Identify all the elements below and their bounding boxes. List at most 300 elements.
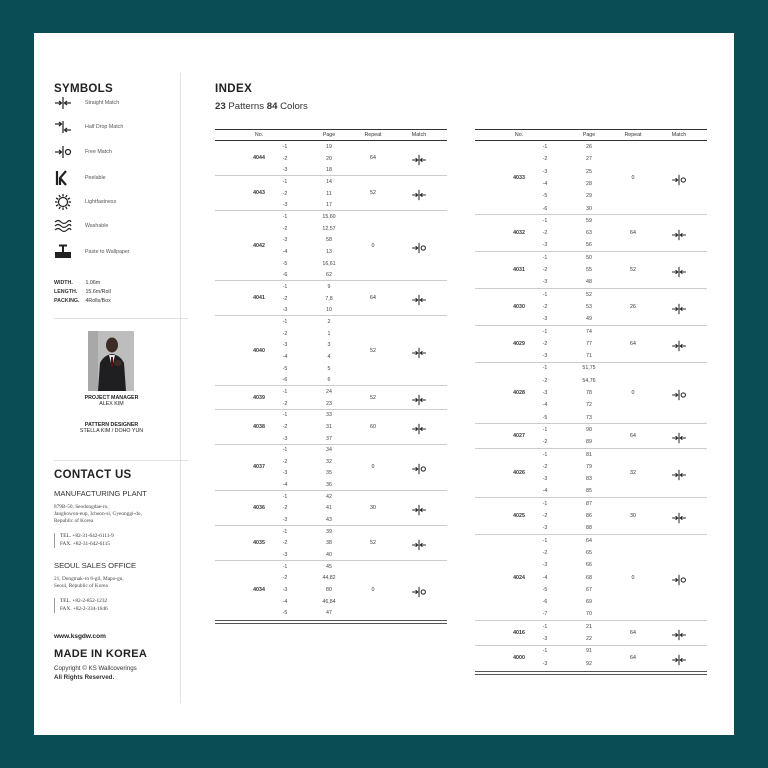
catalog-page	[34, 33, 734, 735]
color-suffix: -3	[282, 435, 288, 442]
repeat-value: 0	[371, 242, 375, 249]
page-number: 16,61	[322, 260, 336, 267]
color-suffix: -1	[282, 563, 288, 570]
page-number: 81	[586, 451, 592, 458]
table-row	[475, 375, 707, 387]
page-number: 56	[586, 242, 592, 249]
page-number: 46,84	[322, 598, 336, 605]
table-row	[475, 547, 707, 559]
straight-match-icon	[671, 265, 687, 275]
color-suffix: -1	[282, 528, 288, 535]
color-suffix: -3	[542, 390, 548, 396]
color-suffix: -3	[282, 552, 288, 559]
pattern-number: 4037	[253, 464, 265, 471]
color-suffix: -1	[282, 318, 288, 325]
office-tel[interactable]: TEL. +82-2-852-1232	[60, 598, 108, 604]
divider	[54, 318, 188, 319]
page-number: 40	[326, 552, 332, 559]
color-suffix: -6	[282, 377, 288, 384]
table-row	[475, 498, 707, 510]
color-suffix: -3	[542, 636, 548, 642]
straight-match-icon	[671, 628, 687, 638]
color-suffix: -1	[542, 451, 548, 458]
straight-match-icon	[411, 346, 427, 356]
repeat-value: 52	[370, 394, 376, 401]
spec-key: WIDTH.	[54, 280, 73, 286]
color-suffix: -1	[282, 213, 288, 220]
contact-title: CONTACT US	[54, 469, 132, 481]
spec-key: PACKING.	[54, 298, 80, 304]
page-number: 1	[327, 330, 331, 337]
colors-label: Colors	[277, 101, 308, 112]
color-suffix: -4	[282, 482, 288, 489]
pattern-number: 4044	[253, 155, 265, 162]
color-suffix: -6	[542, 599, 548, 606]
color-suffix: -1	[542, 328, 548, 335]
office-title: SEOUL SALES OFFICE	[54, 561, 137, 570]
page-number: 34	[326, 447, 332, 454]
table-row	[475, 559, 707, 571]
page-number: 2	[327, 318, 331, 325]
project-manager	[54, 395, 169, 408]
color-suffix: -2	[282, 400, 288, 407]
color-suffix: -1	[542, 365, 548, 372]
symbol-label: Washable	[85, 223, 109, 229]
pattern-number: 4026	[513, 470, 525, 477]
page-number: 17	[326, 202, 332, 209]
color-suffix: -6	[542, 205, 548, 212]
table-row	[215, 363, 447, 375]
rights: All Rights Reserved.	[54, 674, 115, 681]
page-number: 22	[586, 636, 592, 642]
peelable-icon	[54, 170, 76, 186]
symbol-row	[54, 95, 194, 111]
symbol-label: Peelable	[85, 175, 106, 181]
page-number: 39	[326, 528, 332, 535]
page-number: 86	[586, 513, 592, 519]
spec-value: 15.6m/Roll	[84, 289, 111, 295]
table-row	[475, 485, 707, 497]
color-suffix: -2	[282, 540, 288, 547]
color-suffix: -2	[282, 505, 288, 512]
page-number: 36	[326, 482, 332, 489]
page-number: 72	[586, 402, 592, 409]
color-suffix: -5	[282, 365, 288, 372]
sidebar	[54, 33, 194, 735]
page-number: 4	[327, 353, 331, 360]
table-row	[215, 281, 447, 293]
table-row	[475, 326, 707, 338]
page-number: 54,76	[582, 377, 596, 384]
page-number: 73	[586, 414, 592, 421]
page-number: 92	[586, 660, 592, 667]
color-suffix: -2	[282, 190, 288, 197]
color-suffix: -3	[282, 307, 288, 314]
page-number: 48	[586, 279, 592, 286]
header-repeat: Repeat	[364, 132, 382, 138]
color-suffix: -1	[282, 412, 288, 419]
repeat-value: 0	[371, 586, 375, 593]
spec-row	[54, 280, 100, 286]
plant-fax: FAX. +82-31-642-6115	[60, 540, 111, 547]
symbol-label: Lightfastness	[85, 199, 117, 205]
half-drop-match-icon	[54, 119, 76, 135]
pattern-number: 4033	[513, 174, 525, 181]
color-suffix: -1	[282, 493, 288, 500]
color-suffix: -1	[282, 447, 288, 454]
page-number: 10	[326, 307, 332, 314]
symbol-label: Straight Match	[85, 100, 120, 106]
table-row	[475, 535, 707, 547]
table-footer-rule	[475, 671, 707, 675]
table-row	[215, 328, 447, 340]
page-number: 83	[586, 476, 592, 483]
pattern-number: 4027	[513, 433, 525, 440]
pattern-number: 4031	[513, 267, 525, 274]
repeat-value: 64	[630, 654, 636, 661]
table-row	[215, 258, 447, 270]
table-row	[475, 190, 707, 202]
color-suffix: -2	[542, 340, 548, 347]
color-suffix: -2	[282, 330, 288, 337]
repeat-value: 52	[370, 190, 376, 197]
symbol-label: Free Match	[85, 149, 112, 155]
page-number: 28	[586, 180, 592, 187]
color-suffix: -3	[542, 242, 548, 249]
pattern-number: 4042	[253, 242, 265, 249]
repeat-value: 0	[631, 174, 635, 181]
page-number: 33	[326, 412, 332, 419]
header-repeat: Repeat	[624, 132, 642, 138]
plant-title: MANUFACTURING PLANT	[54, 489, 147, 498]
office-fax: FAX. +82-2-334-1646	[60, 605, 108, 612]
table-footer-rule	[215, 620, 447, 624]
color-suffix: -1	[542, 623, 548, 630]
straight-match-icon	[411, 503, 427, 513]
color-suffix: -2	[282, 155, 288, 162]
color-suffix: -4	[282, 248, 288, 255]
divider	[54, 460, 188, 461]
paste-to-wallpaper-icon	[54, 244, 76, 260]
table-row	[475, 362, 707, 374]
office-contact	[54, 598, 108, 613]
repeat-value: 64	[630, 230, 636, 237]
color-suffix: -1	[542, 537, 548, 544]
pattern-number: 4032	[513, 230, 525, 237]
page-number: 25	[586, 168, 592, 175]
repeat-value: 64	[370, 155, 376, 162]
page-number: 71	[586, 353, 592, 360]
table-row	[475, 252, 707, 264]
pattern-number: 4028	[513, 390, 525, 397]
spec-key: LENGTH.	[54, 289, 78, 295]
project-manager-name: ALEX KIM	[99, 401, 124, 408]
spec-value: 1.06m	[84, 280, 101, 286]
plant-contact	[54, 533, 114, 548]
color-suffix: -3	[282, 202, 288, 209]
color-suffix: -1	[542, 648, 548, 655]
color-suffix: -4	[542, 180, 548, 187]
made-in-korea: MADE IN KOREA	[54, 648, 148, 660]
page-number: 53	[586, 303, 592, 310]
pattern-number: 4039	[253, 394, 265, 401]
website-link[interactable]: www.ksgdw.com	[54, 633, 106, 640]
page-number: 30	[586, 205, 592, 212]
pattern-number: 4035	[253, 540, 265, 547]
straight-match-icon	[671, 431, 687, 441]
pattern-number: 4038	[253, 423, 265, 430]
free-match-icon	[411, 462, 427, 472]
straight-match-icon	[411, 422, 427, 432]
header-page: Page	[582, 132, 596, 138]
color-suffix: -2	[542, 549, 548, 556]
page-number: 43	[326, 517, 332, 524]
repeat-value: 30	[370, 505, 376, 512]
color-suffix: -1	[542, 144, 548, 150]
page-number: 37	[326, 435, 332, 442]
spec-row	[54, 298, 111, 304]
page-number: 23	[326, 400, 332, 407]
color-suffix: -4	[542, 488, 548, 495]
page-number: 52	[586, 291, 592, 298]
color-suffix: -3	[282, 517, 288, 524]
page-number: 77	[586, 340, 592, 347]
spec-row	[54, 289, 111, 295]
symbol-row	[54, 170, 194, 186]
straight-match-icon	[671, 653, 687, 663]
page-number: 59	[586, 217, 592, 224]
page-number: 91	[586, 648, 592, 655]
page-number: 41	[326, 505, 332, 512]
straight-match-icon	[54, 95, 76, 111]
page-number: 45	[326, 563, 332, 570]
page-number: 13	[326, 248, 332, 255]
pattern-designer-name: STELLA KIM / DOHO YUN	[79, 428, 144, 435]
table-row	[215, 176, 447, 188]
page-number: 62	[326, 272, 332, 279]
pattern-number: 4030	[513, 304, 525, 311]
color-suffix: -3	[542, 562, 548, 569]
page-number: 35	[326, 470, 332, 477]
color-suffix: -1	[282, 144, 288, 150]
manager-photo	[88, 331, 134, 391]
page-number: 85	[586, 488, 592, 495]
table-row	[475, 153, 707, 165]
spec-value: 4Rolls/Box	[84, 298, 111, 304]
color-suffix: -1	[542, 254, 548, 261]
page-number: 47	[326, 610, 332, 617]
color-suffix: -1	[542, 217, 548, 224]
color-suffix: -2	[542, 377, 548, 384]
page-number: 66	[586, 562, 592, 569]
color-suffix: -3	[542, 316, 548, 323]
repeat-value: 60	[370, 423, 376, 430]
washable-icon	[54, 218, 76, 234]
table-row	[215, 444, 447, 456]
color-suffix: -4	[282, 598, 288, 605]
table-row	[215, 526, 447, 538]
page-number: 58	[326, 237, 332, 244]
free-match-icon	[671, 573, 687, 583]
color-suffix: -1	[542, 426, 548, 433]
repeat-value: 64	[630, 340, 636, 347]
page-number: 55	[586, 267, 592, 273]
page-number: 6	[327, 377, 331, 384]
page-number: 87	[586, 500, 592, 507]
page-number: 11	[326, 190, 332, 197]
index-summary	[215, 101, 308, 112]
color-suffix: -2	[542, 267, 548, 273]
color-suffix: -2	[282, 458, 288, 465]
table-header	[475, 129, 707, 141]
color-suffix: -2	[282, 225, 288, 232]
pattern-designer	[54, 422, 169, 435]
straight-match-icon	[671, 468, 687, 478]
color-suffix: -1	[282, 178, 288, 185]
straight-match-icon	[411, 293, 427, 303]
table-header	[215, 129, 447, 141]
repeat-value: 64	[630, 630, 636, 636]
page-number: 50	[586, 254, 592, 261]
page-number: 5	[327, 365, 331, 372]
table-row	[215, 316, 447, 328]
page-number: 12,57	[322, 225, 336, 232]
page-number: 24	[326, 388, 332, 395]
table-row	[215, 211, 447, 223]
page-number: 29	[586, 193, 592, 200]
color-suffix: -3	[542, 525, 548, 532]
repeat-value: 26	[630, 304, 636, 311]
straight-match-icon	[671, 228, 687, 238]
repeat-value: 30	[630, 513, 636, 520]
plant-address-line: Janghowon-eup, Icheon-si, Gyeonggi-do,	[54, 511, 142, 517]
pattern-number: 4040	[253, 347, 265, 354]
page-number: 42	[326, 493, 332, 500]
color-suffix: -2	[542, 156, 548, 163]
page-number: 65	[586, 549, 592, 556]
index-title: INDEX	[215, 83, 253, 95]
repeat-value: 64	[370, 295, 376, 302]
plant-address-line: Republic of Korea	[54, 518, 94, 524]
page-number: 21	[586, 623, 592, 630]
symbol-row	[54, 218, 194, 234]
color-suffix: -1	[542, 291, 548, 298]
pattern-number: 4016	[513, 630, 525, 636]
repeat-value: 0	[631, 390, 635, 397]
header-no: No.	[254, 132, 264, 138]
straight-match-icon	[671, 302, 687, 312]
pattern-number: 4029	[513, 340, 525, 347]
page-number: 67	[586, 586, 592, 593]
office-address-line: Seoul, Republic of Korea	[54, 583, 108, 589]
page-number: 32	[326, 458, 332, 465]
project-manager-title: PROJECT MANAGER	[84, 395, 139, 401]
straight-match-icon	[411, 538, 427, 548]
free-match-icon	[411, 241, 427, 251]
page-number: 51,75	[582, 365, 596, 372]
page-number: 18	[326, 167, 332, 174]
table-row	[215, 491, 447, 503]
color-suffix: -1	[282, 283, 288, 290]
straight-match-icon	[411, 393, 427, 403]
symbols-title: SYMBOLS	[54, 83, 113, 95]
page-number: 88	[586, 525, 592, 532]
color-suffix: -2	[282, 423, 288, 430]
office-address	[54, 576, 124, 590]
color-suffix: -2	[542, 230, 548, 237]
lightfastness-icon	[54, 194, 76, 210]
page-number: 80	[326, 587, 332, 594]
pattern-number: 4036	[253, 505, 265, 512]
header-page: Page	[322, 132, 336, 138]
page-number: 90	[586, 426, 592, 433]
page-number: 26	[586, 144, 592, 150]
header-no: No.	[514, 132, 524, 138]
pattern-designer-title: PATTERN DESIGNER	[84, 422, 139, 428]
color-suffix: -5	[282, 260, 288, 267]
page-number: 19	[326, 144, 332, 150]
page-number: 15,60	[322, 213, 336, 220]
color-suffix: -3	[282, 342, 288, 349]
patterns-count: 23	[215, 101, 226, 112]
color-suffix: -5	[282, 610, 288, 617]
table-row	[475, 449, 707, 461]
page-number: 14	[326, 178, 332, 185]
color-suffix: -2	[542, 463, 548, 470]
color-suffix: -3	[282, 587, 288, 594]
copyright: Copyright © KS Wallcoverings	[54, 665, 137, 672]
page-number: 20	[326, 155, 332, 162]
table-row	[475, 608, 707, 620]
symbol-row	[54, 144, 194, 160]
color-suffix: -3	[282, 470, 288, 477]
straight-match-icon	[411, 153, 427, 163]
symbol-row	[54, 194, 194, 210]
office-address-line: 21, Dongmak-ro 6-gil, Mapo-gu,	[54, 576, 124, 582]
repeat-value: 32	[630, 470, 636, 477]
table-row	[475, 215, 707, 227]
table-row	[475, 203, 707, 215]
table-row	[475, 596, 707, 608]
color-suffix: -3	[542, 279, 548, 286]
page-number: 31	[326, 423, 332, 430]
color-suffix: -2	[282, 295, 288, 302]
page-number: 63	[586, 230, 592, 237]
straight-match-icon	[671, 511, 687, 521]
page-number: 89	[586, 439, 592, 446]
page-number: 70	[586, 611, 592, 618]
page-number: 78	[586, 390, 592, 396]
color-suffix: -1	[282, 388, 288, 395]
page-number: 69	[586, 599, 592, 606]
pattern-number: 4025	[513, 513, 525, 520]
straight-match-icon	[671, 339, 687, 349]
color-suffix: -2	[542, 303, 548, 310]
page-number: 64	[586, 537, 592, 544]
color-suffix: -3	[542, 660, 548, 667]
free-match-icon	[671, 173, 687, 183]
color-suffix: -3	[542, 168, 548, 175]
repeat-value: 52	[370, 540, 376, 547]
free-match-icon	[54, 144, 76, 160]
color-suffix: -3	[542, 476, 548, 483]
table-row	[215, 141, 447, 153]
plant-tel[interactable]: TEL. +82-31-642-6111-9	[60, 533, 114, 539]
symbol-label: Half Drop Match	[85, 124, 124, 130]
pattern-number: 4043	[253, 190, 265, 197]
color-suffix: -1	[542, 500, 548, 507]
column-divider	[180, 73, 181, 703]
